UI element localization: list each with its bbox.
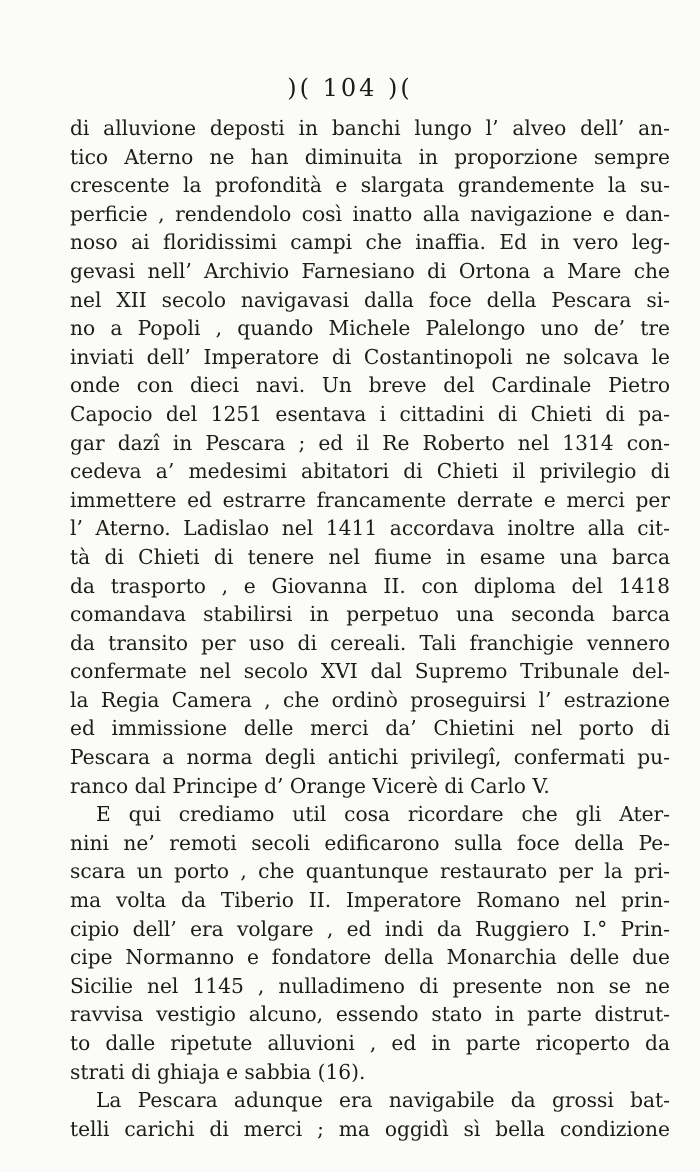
body-text — [70, 114, 670, 1143]
text-line: la Regia Camera , che ordinò proseguirsi l’ estrazione — [70, 687, 670, 712]
text-line: inviati dell’ Imperatore di Costantinopoli ne solcava le — [70, 344, 670, 369]
text-line: E qui crediamo util cosa ricordare che gli Ater- — [96, 802, 670, 827]
text-line: telli carichi di merci ; ma oggidì sì bella condizione — [70, 1116, 670, 1141]
text-line: da trasporto , e Giovanna II. con diploma del 1418 — [70, 573, 670, 598]
text-line: gevasi nell’ Archivio Farnesiano di Ortona a Mare che — [70, 258, 670, 283]
text-line: tà di Chieti di tenere nel fiume in esame una barca — [70, 544, 670, 569]
text-line: ma volta da Tiberio II. Imperatore Romano nel prin- — [70, 888, 670, 913]
text-line: tico Aterno ne han diminuita in proporzione sempre — [70, 144, 670, 169]
text-line: da transito per uso di cereali. Tali franchigie vennero — [70, 630, 670, 655]
text-line: gar dazî in Pescara ; ed il Re Roberto nel 1314 con- — [70, 430, 670, 455]
text-line: ravvisa vestigio alcuno, essendo stato in parte distrut- — [70, 1002, 670, 1027]
text-line: strati di ghiaja e sabbia (16). — [70, 1059, 366, 1084]
page-header: )( 104 )( — [287, 74, 413, 102]
text-line: comandava stabilirsi in perpetuo una seconda barca — [70, 602, 670, 627]
text-line: di alluvione deposti in banchi lungo l’ alveo dell’ an- — [70, 116, 670, 140]
text-line: Sicilie nel 1145 , nulladimeno di presente non se ne — [70, 973, 670, 998]
text-line: perficie , rendendolo così inatto alla navigazione e dan- — [70, 201, 670, 226]
text-line: no a Popoli , quando Michele Palelongo uno de’ tre — [70, 316, 670, 341]
text-line: to dalle ripetute alluvioni , ed in parte ricoperto da — [70, 1031, 670, 1055]
text-line: cipio dell’ era volgare , ed indi da Ruggiero I.° Prin- — [70, 916, 670, 941]
text-line: immettere ed estrarre francamente derrate e merci per — [70, 487, 670, 512]
text-line: Capocio del 1251 esentava i cittadini di Chieti di pa- — [70, 401, 670, 426]
text-line: crescente la profondità e slargata grandemente la su- — [70, 173, 670, 198]
text-line: nini ne’ remoti secoli edificarono sulla foce della Pe- — [70, 830, 670, 855]
text-line: cedeva a’ medesimi abitatori di Chieti il privilegio di — [70, 459, 670, 484]
text-line: cipe Normanno e fondatore della Monarchia delle due — [70, 945, 670, 970]
text-line: Pescara a norma degli antichi privilegî, confermati pu- — [70, 745, 670, 770]
text-line: onde con dieci navi. Un breve del Cardinale Pietro — [70, 373, 670, 398]
text-line: l’ Aterno. Ladislao nel 1411 accordava inoltre alla cit- — [70, 516, 670, 541]
text-line: scara un porto , che quantunque restaurato per la pri- — [70, 859, 670, 884]
text-line: nel XII secolo navigavasi dalla foce della Pescara si- — [70, 287, 670, 312]
text-line: confermate nel secolo XVI dal Supremo Tribunale del- — [70, 659, 670, 684]
text-line: ranco dal Principe d’ Orange Vicerè di Carlo V. — [70, 773, 550, 798]
text-line: La Pescara adunque era navigabile da grossi bat- — [96, 1088, 670, 1113]
text-line: ed immissione delle merci da’ Chietini nel porto di — [70, 716, 670, 741]
text-line: noso ai floridissimi campi che inaffia. Ed in vero leg- — [70, 230, 670, 255]
